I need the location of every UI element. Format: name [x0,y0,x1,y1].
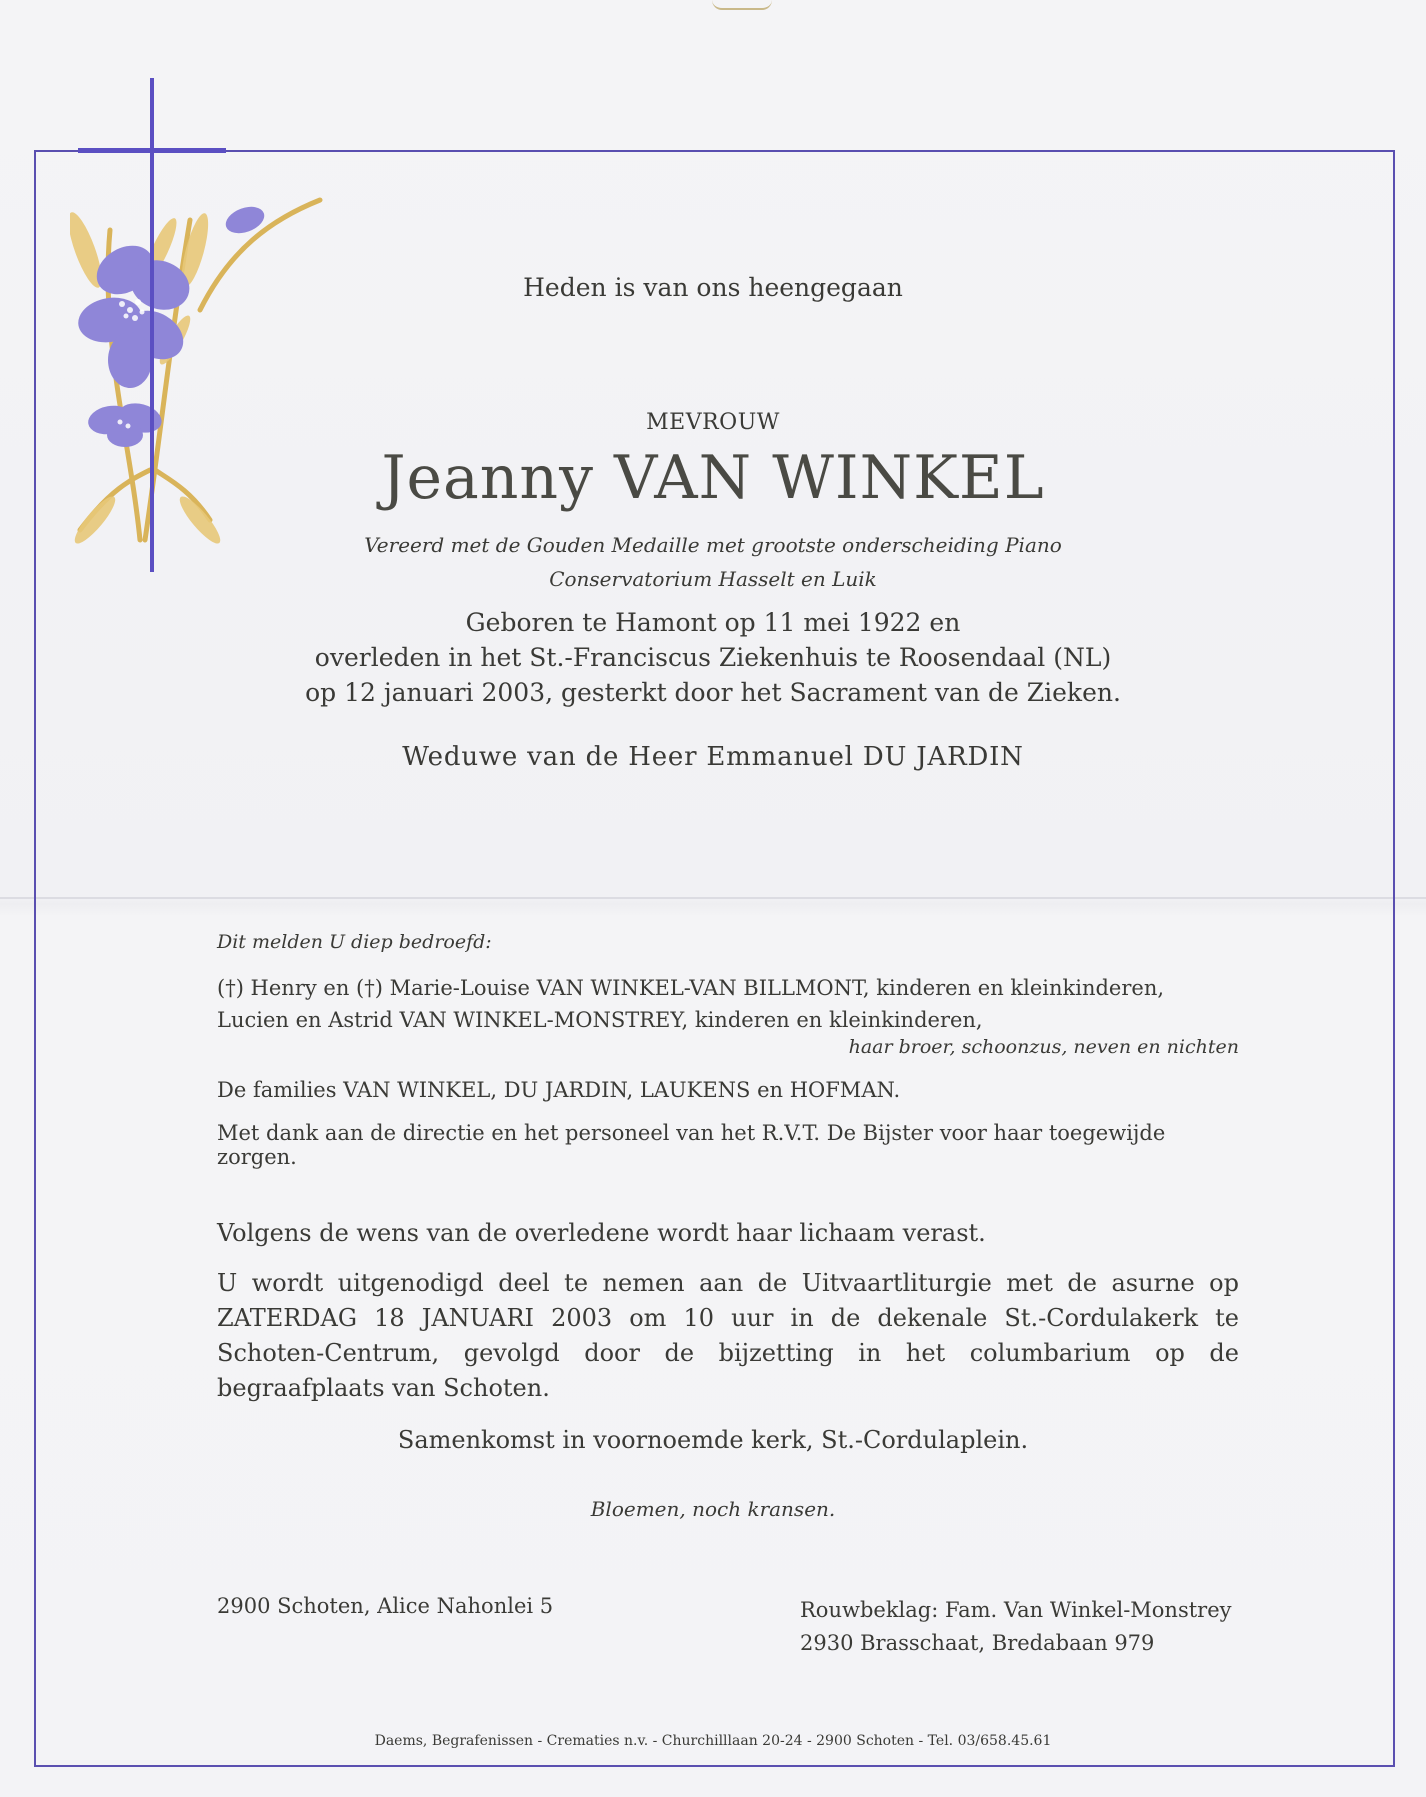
frame-bottom-border [34,1765,1395,1767]
family-line-2: Lucien en Astrid VAN WINKEL-MONSTREY, kinderen en kleinkinderen, [217,1008,983,1032]
condolence-address [800,1594,1232,1660]
birth-line-1: Geboren te Hamont op 11 mei 1922 en [465,608,961,637]
family-line-3: haar broer, schoonzus, neven en nichten [848,1036,1239,1058]
home-address: 2900 Schoten, Alice Nahonlei 5 [217,1594,554,1618]
deceased-name: Jeanny VAN WINKEL [381,443,1045,513]
flowers-note: Bloemen, noch kransen. [590,1497,836,1521]
widow-line: Weduwe van de Heer Emmanuel DU JARDIN [402,742,1024,772]
title-prefix: MEVROUW [646,410,780,435]
honors-line-2: Conservatorium Hasselt en Luik [549,567,877,591]
gathering-note: Samenkomst in voornoemde kerk, St.-Cordulaplein. [397,1426,1029,1454]
condolence-line-1: Rouwbeklag: Fam. Van Winkel-Monstrey [800,1598,1232,1622]
thanks-line: Met dank aan de directie en het personeel van het R.V.T. De Bijster voor haar toegewijde zorgen. [217,1121,1166,1169]
honors-line-1: Vereerd met de Gouden Medaille met grootste onderscheiding Piano [364,533,1062,557]
family-line-1: (†) Henry en (†) Marie-Louise VAN WINKEL-VAN BILLMONT, kinderen en kleinkinderen, [217,976,1165,1000]
families-line: De families VAN WINKEL, DU JARDIN, LAUKENS en HOFMAN. [217,1078,901,1102]
frame-right-border [1393,150,1395,1766]
funeral-invitation: U wordt uitgenodigd deel te nemen aan de Uitvaartliturgie met de asurne op ZATERDAG 18 JANUARI 2003 om 10 uur in de dekenale St.-Cordulakerk te Schoten-Centrum, gevolgd door de bijzetting in het columbarium op de begraafplaats van Schoten. [217,1269,1239,1402]
birth-line-2: overleden in het St.-Franciscus Ziekenhuis te Roosendaal (NL) [314,643,1112,672]
fold-line [0,897,1426,899]
cross-horizontal-bar [78,148,226,153]
heading-text: Heden is van ons heengegaan [523,273,903,302]
birth-line-3: op 12 januari 2003, gesterkt door het Sacrament van de Zieken. [305,678,1121,707]
envelope-seal-mark [712,0,772,10]
announce-text: Dit melden U diep bedroefd: [217,931,492,953]
frame-left-border [34,150,36,1766]
cremation-wish: Volgens de wens van de overledene wordt haar lichaam verast. [217,1219,986,1247]
undertaker-footer: Daems, Begrafenissen - Crematies n.v. - Churchilllaan 20-24 - 2900 Schoten - Tel. 03/658.45.61 [374,1733,1052,1749]
condolence-line-2: 2930 Brasschaat, Bredabaan 979 [800,1631,1155,1655]
frame-top-border [34,150,1394,152]
